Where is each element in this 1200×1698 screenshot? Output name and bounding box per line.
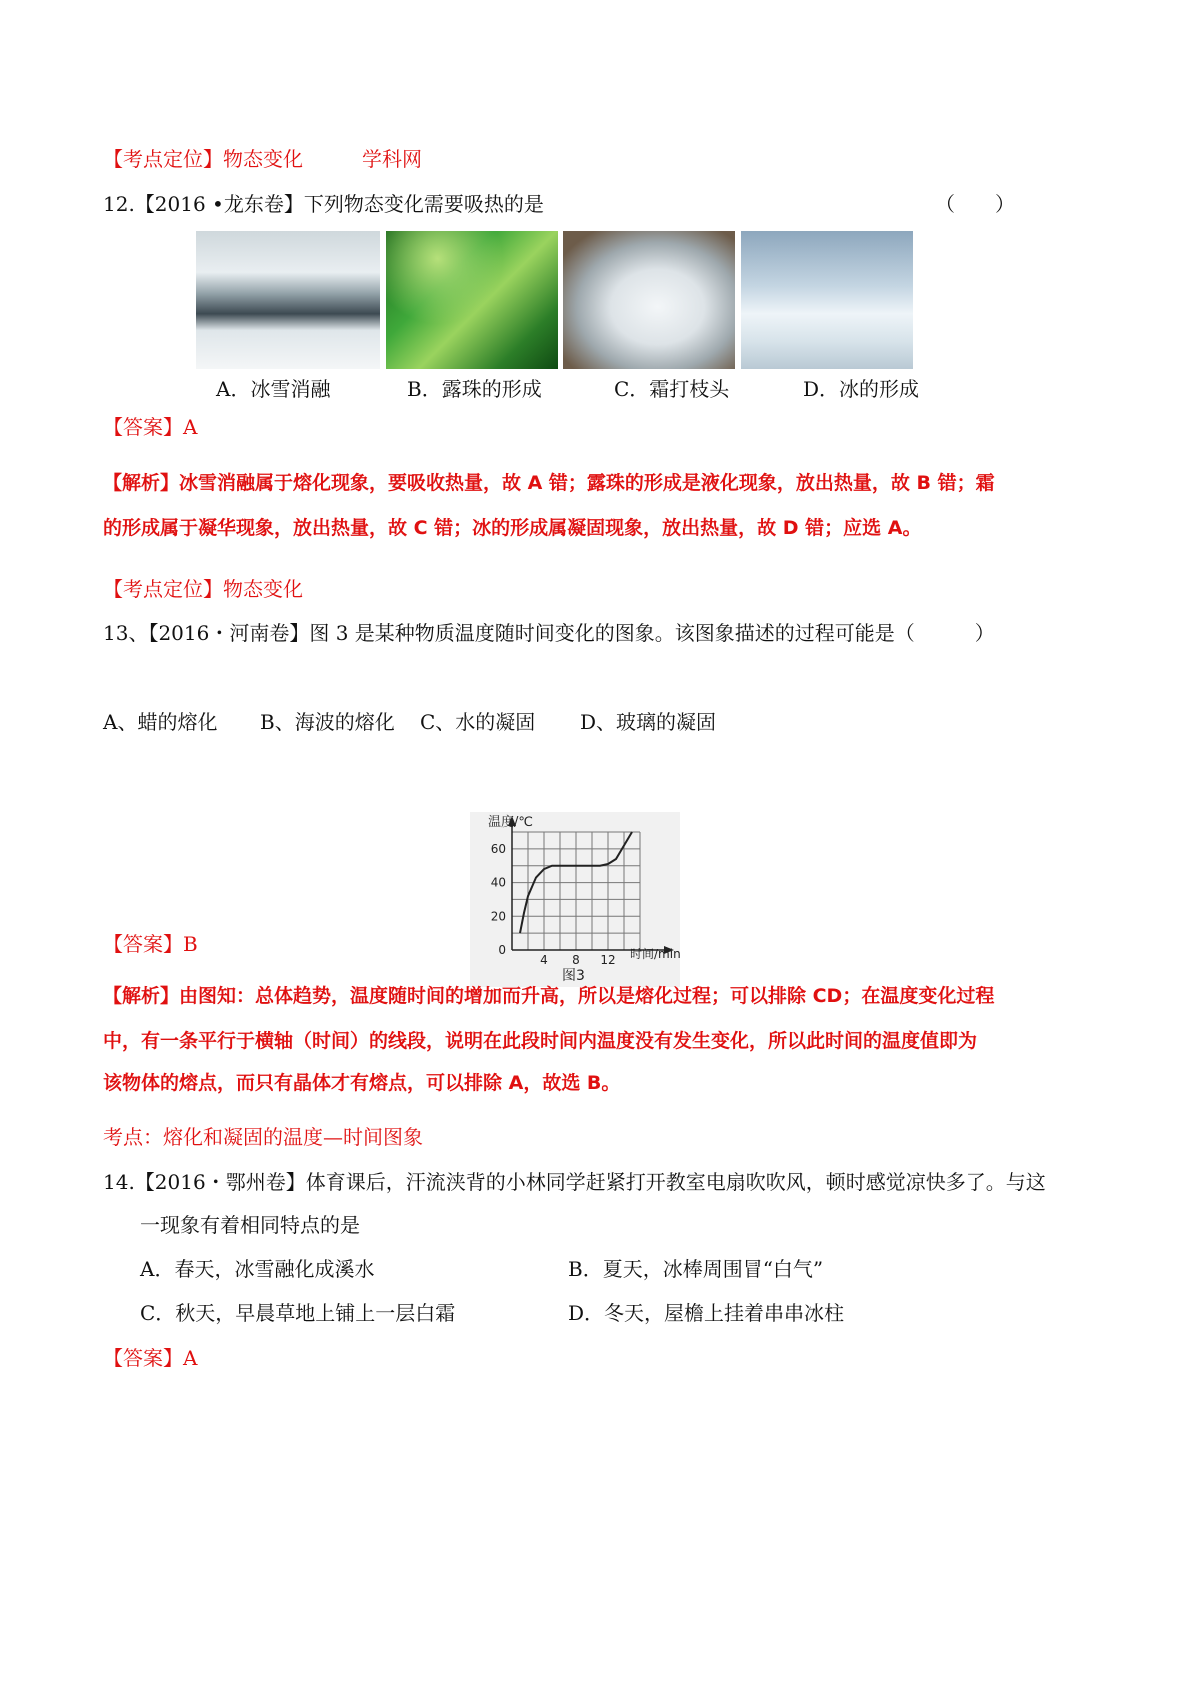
q13-option-a: A、蜡的熔化 bbox=[103, 710, 218, 734]
q14-question-line2: 一现象有着相同特点的是 bbox=[140, 1213, 360, 1237]
q14-option-d: D．冬天，屋檐上挂着串串冰柱 bbox=[568, 1301, 845, 1325]
temperature-time-chart bbox=[470, 812, 680, 987]
chart-ylabel: 温度/℃ bbox=[488, 815, 533, 830]
y-tick-label: 40 bbox=[490, 875, 506, 890]
q14-answer: 【答案】A bbox=[103, 1346, 198, 1370]
q13-option-c: C、水的凝固 bbox=[420, 710, 536, 734]
q13-option-d: D、玻璃的凝固 bbox=[580, 710, 717, 734]
q13-option-b: B、海波的熔化 bbox=[260, 710, 395, 734]
q13-kaodian: 考点：熔化和凝固的温度—时间图象 bbox=[103, 1125, 423, 1149]
watermark-text: 学科网 bbox=[362, 147, 422, 171]
x-tick-label: 4 bbox=[540, 953, 548, 967]
q12-option-a: A．冰雪消融 bbox=[216, 377, 331, 401]
x-tick-label: 12 bbox=[600, 953, 616, 967]
photo-ice-sculpture bbox=[741, 231, 913, 369]
q12-answer: 【答案】A bbox=[103, 415, 198, 439]
q14-option-a: A．春天，冰雪融化成溪水 bbox=[140, 1257, 375, 1281]
q11-kaodian-label: 【考点定位】物态变化 bbox=[103, 147, 303, 171]
q12-option-b: B．露珠的形成 bbox=[407, 377, 542, 401]
q13-question: 13、【2016・河南卷】图 3 是某种物质温度随时间变化的图象。该图象描述的过程可能是（ ） bbox=[103, 621, 995, 645]
q12-kaodian: 【考点定位】物态变化 bbox=[103, 577, 303, 601]
photo-dew-drops bbox=[386, 231, 558, 369]
y-tick-label: 0 bbox=[498, 943, 506, 957]
x-tick-label: 8 bbox=[572, 953, 580, 967]
q14-option-c: C．秋天，早晨草地上铺上一层白霜 bbox=[140, 1301, 456, 1325]
q13-analysis-line1: 【解析】由图知：总体趋势，温度随时间的增加而升高，所以是熔化过程；可以排除 CD；在温度变化过程 bbox=[103, 985, 995, 1007]
q13-analysis-line2: 中，有一条平行于横轴（时间）的线段，说明在此段时间内温度没有发生变化，所以此时间的温度值即为 bbox=[103, 1030, 978, 1052]
q12-question: 12.【2016 •龙东卷】下列物态变化需要吸热的是 bbox=[103, 192, 544, 216]
q14-question-line1: 14.【2016・鄂州卷】体育课后，汗流浃背的小林同学赶紧打开教室电扇吹吹风，顿时感觉凉快多了。与这 bbox=[103, 1170, 1046, 1194]
y-tick-label: 20 bbox=[490, 909, 506, 924]
q13-analysis-line3: 该物体的熔点，而只有晶体才有熔点，可以排除 A，故选 B。 bbox=[103, 1072, 621, 1094]
q12-analysis-line1: 【解析】冰雪消融属于熔化现象，要吸收热量，故 A 错；露珠的形成是液化现象，放出热量，故 B 错；霜 bbox=[103, 472, 995, 494]
q12-option-d: D．冰的形成 bbox=[803, 377, 920, 401]
y-tick-label: 60 bbox=[490, 841, 506, 856]
chart-xlabel: 时间/min bbox=[630, 947, 680, 961]
photo-frost-branch bbox=[563, 231, 735, 369]
q12-option-c: C．霜打枝头 bbox=[614, 377, 730, 401]
q13-answer: 【答案】B bbox=[103, 932, 198, 956]
q14-option-b: B．夏天，冰棒周围冒“白气” bbox=[568, 1257, 824, 1281]
chart-svg bbox=[470, 812, 680, 987]
q12-analysis-line2: 的形成属于凝华现象，放出热量，故 C 错；冰的形成属凝固现象，放出热量，故 D 错；应选 A。 bbox=[103, 517, 922, 539]
chart-caption: 图3 bbox=[562, 968, 585, 984]
q12-bracket: （ ） bbox=[935, 192, 1015, 216]
photo-snow-melting bbox=[196, 231, 380, 369]
